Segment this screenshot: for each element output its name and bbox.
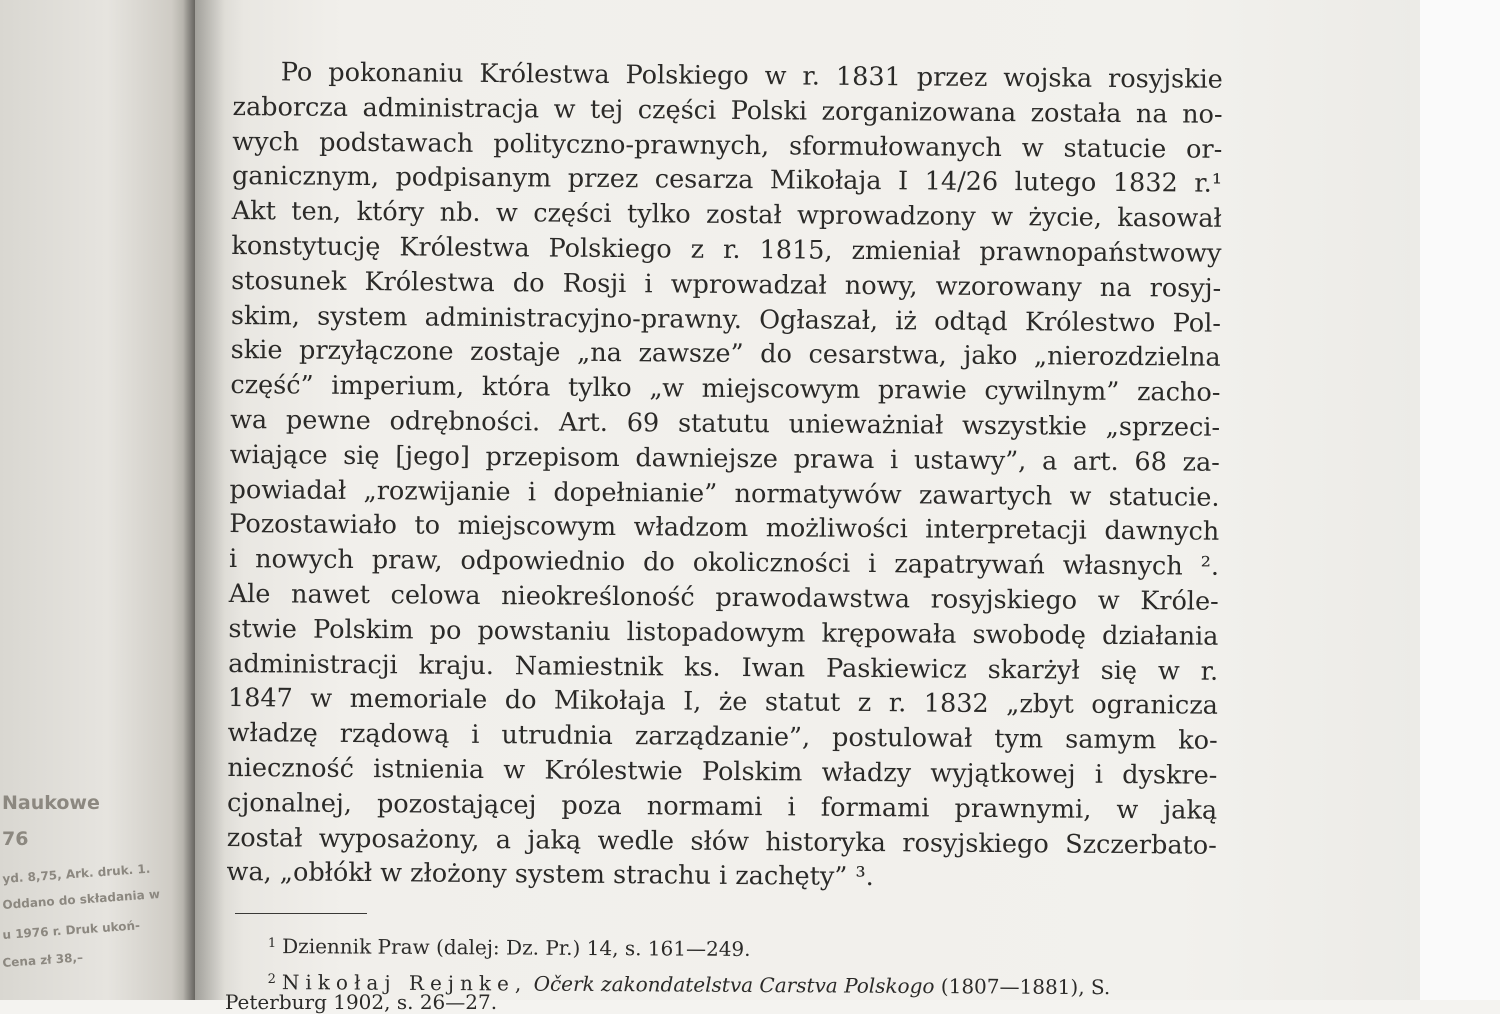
text-line: wiające się [jego] przepisom dawniejsze prawa i ustawy”, a art. 68 za-: [229, 439, 1220, 478]
footnote-number: 2: [267, 971, 277, 988]
text-line: władzę rządową i utrudnia zarządzanie”, postulował tym samym ko-: [227, 718, 1218, 756]
background-edge: [1420, 0, 1500, 1000]
text-line: cjonalnej, pozostającej poza normami i formami prawnymi, w jaką: [227, 787, 1218, 826]
text-line: wa pewne odrębności. Art. 69 statutu unieważniał wszystkie „sprzeci-: [230, 404, 1221, 443]
imprint-line: Naukowe: [2, 792, 100, 814]
text-line: ganicznym, podpisanym przez cesarza Mikołaja I 14/26 lutego 1832 r.¹: [231, 161, 1223, 200]
text-line: nieczność istnienia w Królestwie Polskim władzy wyjątkowej i dyskre-: [227, 752, 1218, 791]
text-line: i nowych praw, odpowiednio do okoliczności i zapatrywań własnych ².: [228, 544, 1220, 582]
footnote-separator: [235, 913, 367, 914]
text-line: wa, „obłókł w złożony system strachu i zachęty” ³.: [226, 857, 874, 893]
text-line: zaborcza administracja w tej części Polski zorganizowana została na no-: [232, 91, 1223, 130]
text-line: Ale nawet celowa nieokreśloność prawodawstwa rosyjskiego w Króle-: [228, 578, 1219, 617]
left-facing-page: [0, 0, 195, 1000]
text-line: konstytucję Królestwa Polskiego z r. 1815, zmieniał prawnopaństwowy: [231, 230, 1222, 269]
footnote-title: Očerk zakondatelstva Carstva Polskogo: [533, 971, 935, 999]
text-line: stwie Polskim po powstaniu listopadowym krępowała swobodę działania: [228, 613, 1219, 652]
footnote-1: [268, 926, 1228, 968]
text-line: Po pokonaniu Królestwa Polskiego w r. 1831 przez wojska rosyjskie: [280, 57, 1223, 95]
text-line: 1847 w memoriale do Mikołaja I, że statut z r. 1832 „zbyt ogranicza: [227, 683, 1219, 722]
imprint-line: Cena zł 38,–: [2, 950, 84, 970]
text-line: skie przyłączone zostaje „na zawsze” do cesarstwa, jako „nierozdzielna: [230, 335, 1221, 374]
footnote-text: (1807—1881), S.: [940, 974, 1111, 1000]
text-line: wych podstawach polityczno-prawnych, sformułowanych w statucie or-: [232, 126, 1223, 165]
footnote-number: 1: [267, 935, 277, 952]
text-line: powiadał „rozwijanie i dopełnianie” normatywów zawartych w statucie.: [229, 474, 1220, 513]
text-line: Pozostawiało to miejscowym władzom możliwości interpretacji dawnych: [229, 509, 1220, 548]
text-line: administracji kraju. Namiestnik ks. Iwan Paskiewicz skarżył się w r.: [228, 648, 1219, 687]
text-line: stosunek Królestwa do Rosji i wprowadzał nowy, wzorowany na rosyj-: [231, 265, 1222, 304]
imprint-line: yd. 8,75, Ark. druk. 1.: [2, 861, 151, 886]
gutter-shadow: [183, 0, 195, 1000]
footnote-continuation: Peterburg 1902, s. 26—27.: [225, 990, 498, 1014]
footnote-author: Nikołaj Rejnke,: [281, 970, 528, 996]
text-line: Akt ten, który nb. w części tylko został wprowadzony w życie, kasował: [231, 196, 1222, 234]
gutter-shadow: [195, 0, 225, 1000]
main-paragraph: [226, 55, 1223, 898]
imprint-line: Oddano do składania w: [2, 886, 161, 912]
text-line: został wyposażony, a jaką wedle słów historyka rosyjskiego Szczerbato-: [226, 822, 1217, 861]
footnote-text: Dziennik Praw (dalej: Dz. Pr.) 14, s. 161—249.: [282, 934, 751, 961]
text-line: skim, system administracyjno-prawny. Ogłaszał, iż odtąd Królestwo Pol-: [230, 300, 1222, 339]
imprint-line: u 1976 r. Druk ukoń-: [2, 918, 141, 942]
text-line: część” imperium, która tylko „w miejscowym prawie cywilnym” zacho-: [230, 370, 1221, 408]
imprint-line: 76: [2, 828, 29, 850]
